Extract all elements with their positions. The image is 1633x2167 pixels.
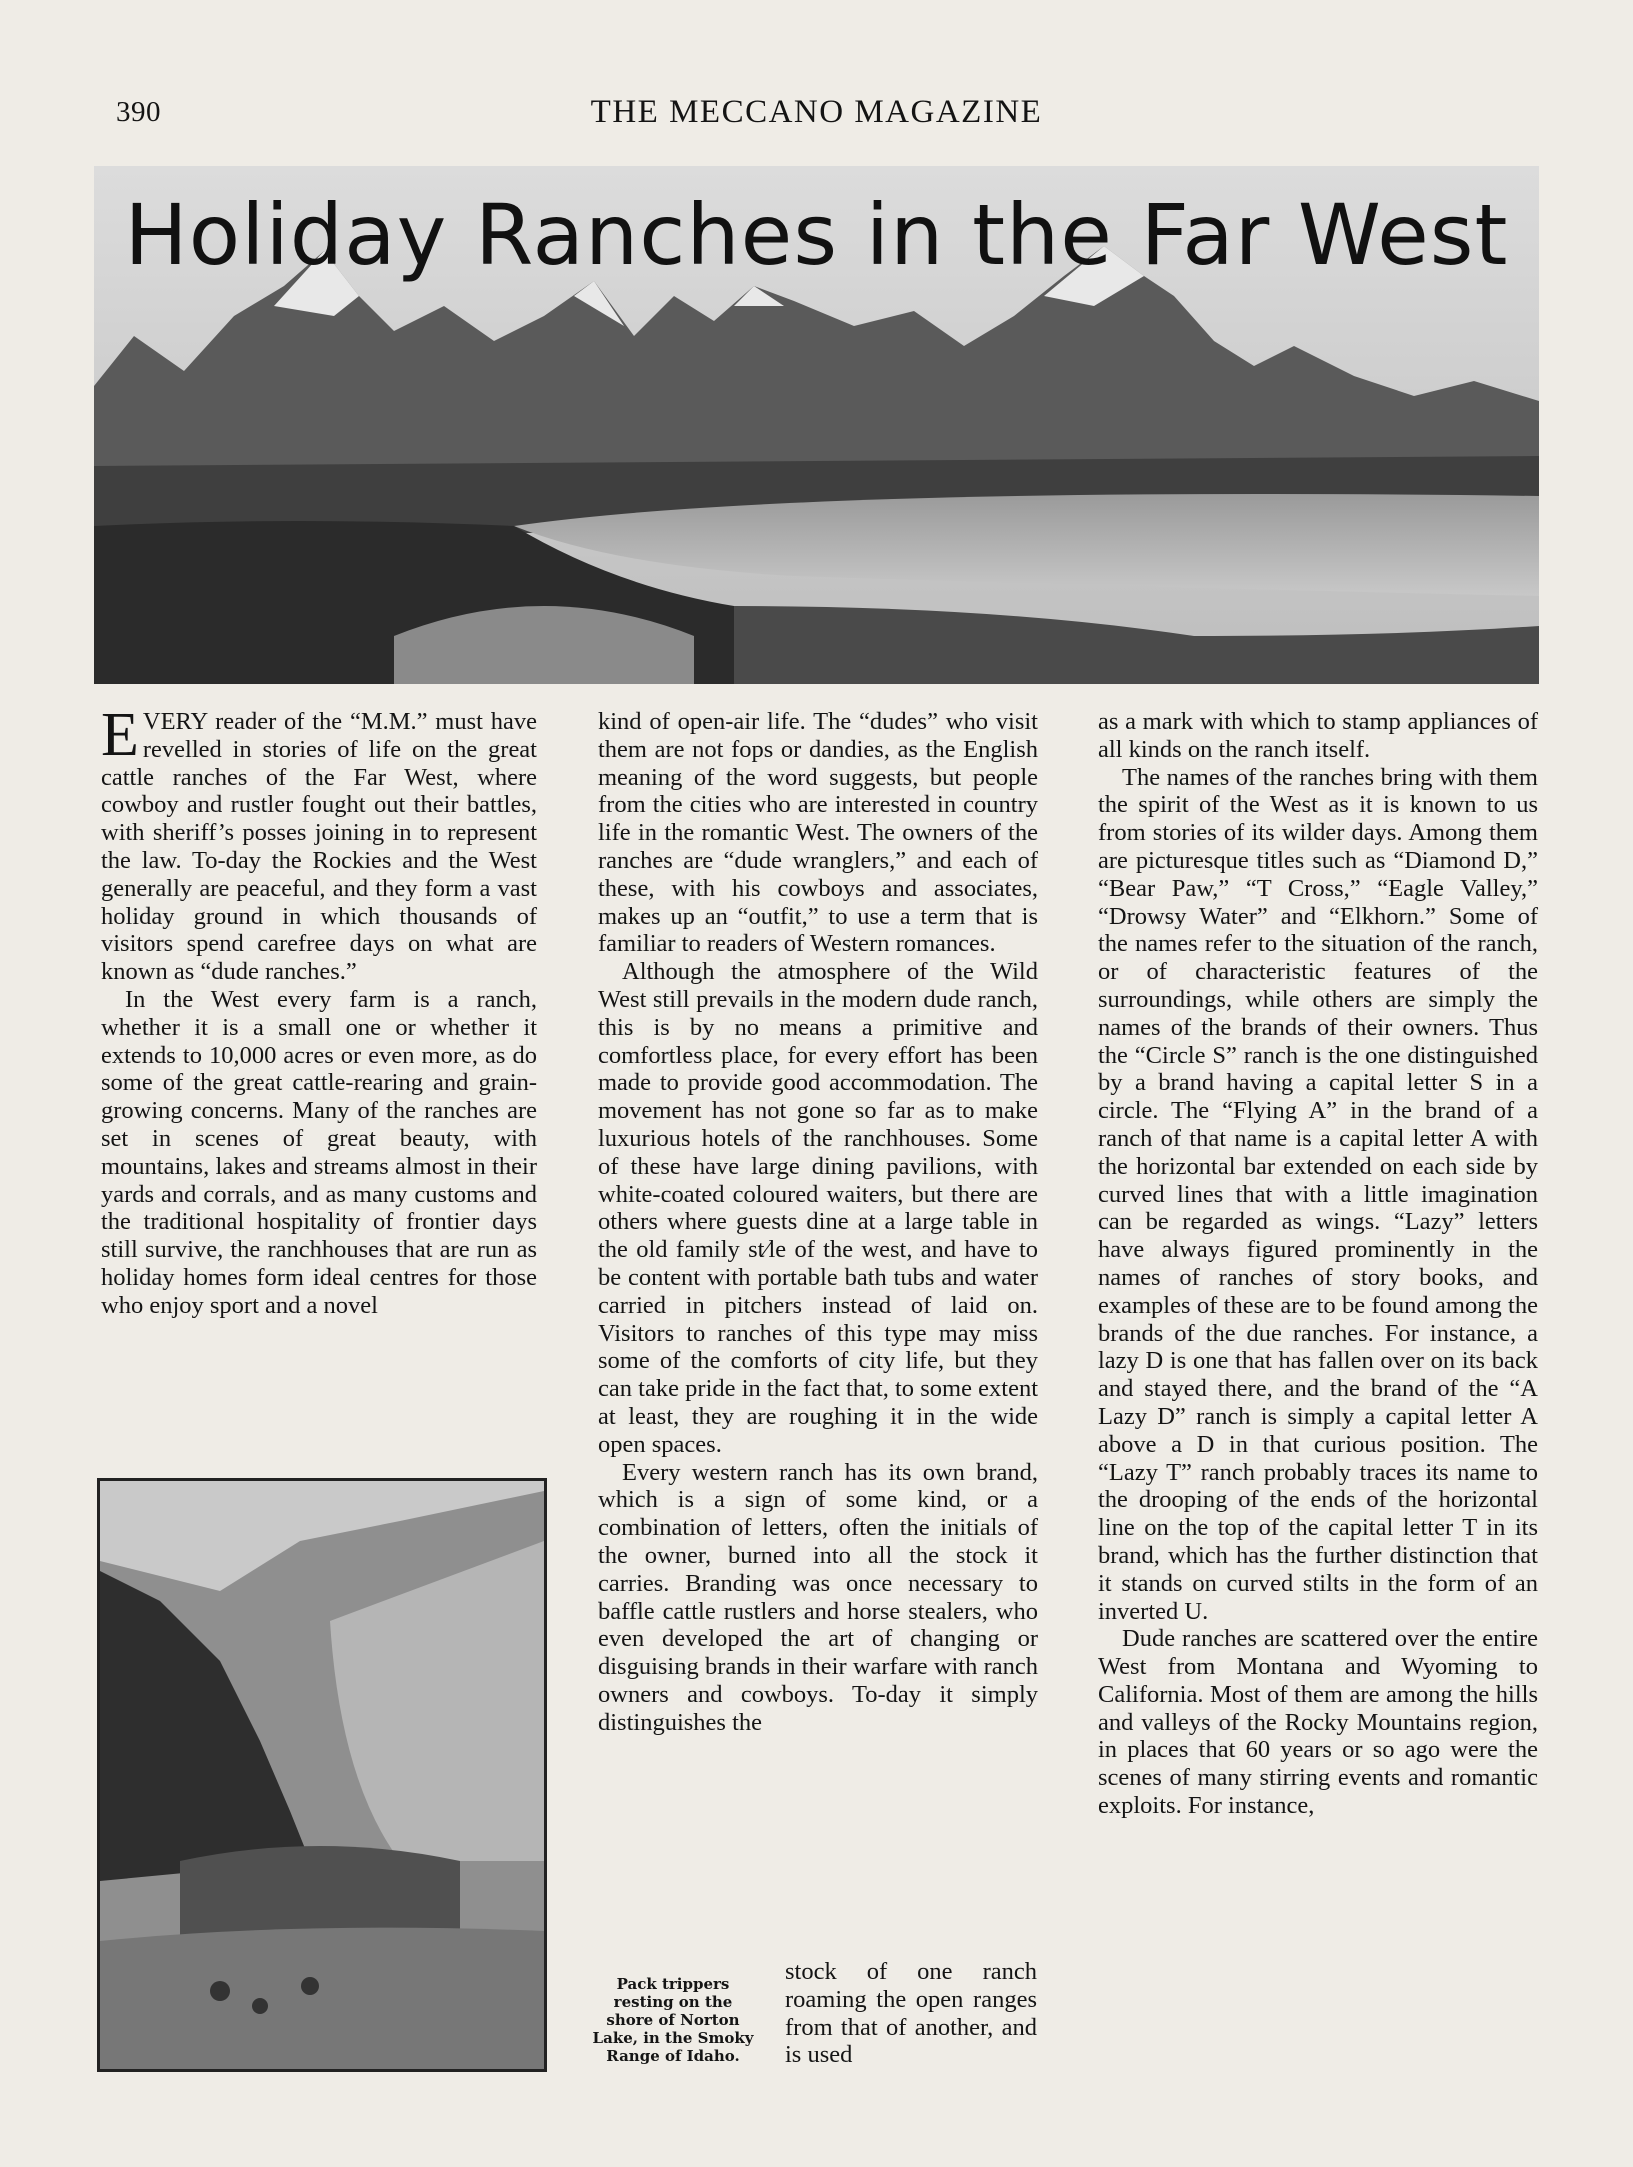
paragraph: Every western ranch has its own brand, which is a sign of some kind, or a combination of letters, often the initials of the owner, burned into all the stock it carries. Branding was once necessary to baffle cattle rustlers and horse stealers, who even developed the art of changing or disguising brands in their warfare with ranch owners and cowboys. To-day it simply distinguishes the <box>598 1458 1038 1736</box>
article-title: Holiday Ranches in the Far West <box>124 186 1509 284</box>
paragraph: In the West every farm is a ranch, whether it is a small one or whether it extends to 10,000 acres or even more, as do some of the great cattle-rearing and grain-growing concerns. Many of the ranches are set in scenes of great beauty, with mountains, lakes and streams almost in their yards and corrals, and as many customs and the traditional hospitality of frontier days still survive, the ranchhouses that are run as holiday homes form ideal centres for those who enjoy sport and a novel <box>101 985 537 1319</box>
photo-caption: Pack trippers resting on the shore of Norton Lake, in the Smoky Range of Idaho. <box>592 1975 754 2065</box>
paragraph: as a mark with which to stamp appliances of all kinds on the ranch itself. <box>1098 708 1538 763</box>
lake-photo <box>97 1478 547 2072</box>
column-2 <box>598 708 1038 1736</box>
mountain-lake-photo <box>94 166 1539 684</box>
paragraph: stock of one ranch roaming the open ranges from that of another, and is used <box>785 1958 1037 2069</box>
column-1 <box>101 701 537 1320</box>
paragraph: Dude ranches are scattered over the entire West from Montana and Wyoming to California. Most of them are among the hills and valleys of the Rocky Mountains region, in places that 60 years or so ago were the scenes of many stirring events and romantic exploits. For instance, <box>1098 1625 1538 1820</box>
paragraph: Although the atmosphere of the Wild West still prevails in the modern dude ranch, this is by no means a primitive and comfortless place, for every effort has been made to provide good accommodation. The movement has not gone so far as to make luxurious hotels of the ranchhouses. Some of these have large dining pavilions, with white-coated coloured waiters, but there are others where guests dine at a large table in the old family st⁄le of the west, and have to be content with portable bath tubs and water carried in pitchers instead of laid on. Visitors to ranches of this type may miss some of the comforts of city life, but they can take pride in the fact that, to some extent at least, they are roughing it in the wide open spaces. <box>598 958 1038 1458</box>
column-3 <box>1098 708 1538 1820</box>
paragraph: VERY reader of the “M.M.” must have revelled in stories of life on the great cattle ranches of the Far West, where cowboy and rustler fought out their battles, with sheriff’s posses joining in to represent the law. To-day the Rockies and the West generally are peaceful, and they form a vast holiday ground in which thousands of visitors spend carefree days on what are known as “dude ranches.” <box>101 708 537 986</box>
magazine-title: THE MECCANO MAGAZINE <box>590 94 1043 130</box>
paragraph: The names of the ranches bring with them the spirit of the West as it is known to us from stories of its wilder days. Among them are picturesque titles such as “Diamond D,” “Bear Paw,” “T Cross,” “Eagle Valley,” “Drowsy Water” and “Elkhorn.” Some of the names refer to the situation of the ranch, or of characteristic features of the surroundings, while others are simply the names of the brands of their owners. Thus the “Circle S” ranch is the one distinguished by a brand having a capital letter S in a circle. The “Flying A” in the brand of a ranch of that name is a capital letter A with the horizontal bar extended on each side by curved lines that with a little imagination can be regarded as wings. “Lazy” letters have always figured prominently in the names of ranches of story books, and examples of these are to be found among the brands of the due ranches. For instance, a lazy D is one that has fallen over on its back and stayed there, and the brand of the “A Lazy D” ranch is simply a capital letter A above a D in that curious position. The “Lazy T” ranch probably traces its name to the drooping of the ends of the horizontal line on the top of the capital letter T in its brand, which has the further distinction that it stands on curved stilts in the form of an inverted U. <box>1098 763 1538 1625</box>
drop-cap: E <box>101 701 139 769</box>
page-number: 390 <box>116 96 161 128</box>
column-2-tail <box>785 1958 1037 2069</box>
paragraph: kind of open-air life. The “dudes” who visit them are not fops or dandies, as the English meaning of the word suggests, but people from the cities who are interested in country life in the romantic West. The owners of the ranches are “dude wranglers,” and each of these, with his cowboys and associates, makes up an “outfit,” to use a term that is familiar to readers of Western romances. <box>598 708 1038 958</box>
